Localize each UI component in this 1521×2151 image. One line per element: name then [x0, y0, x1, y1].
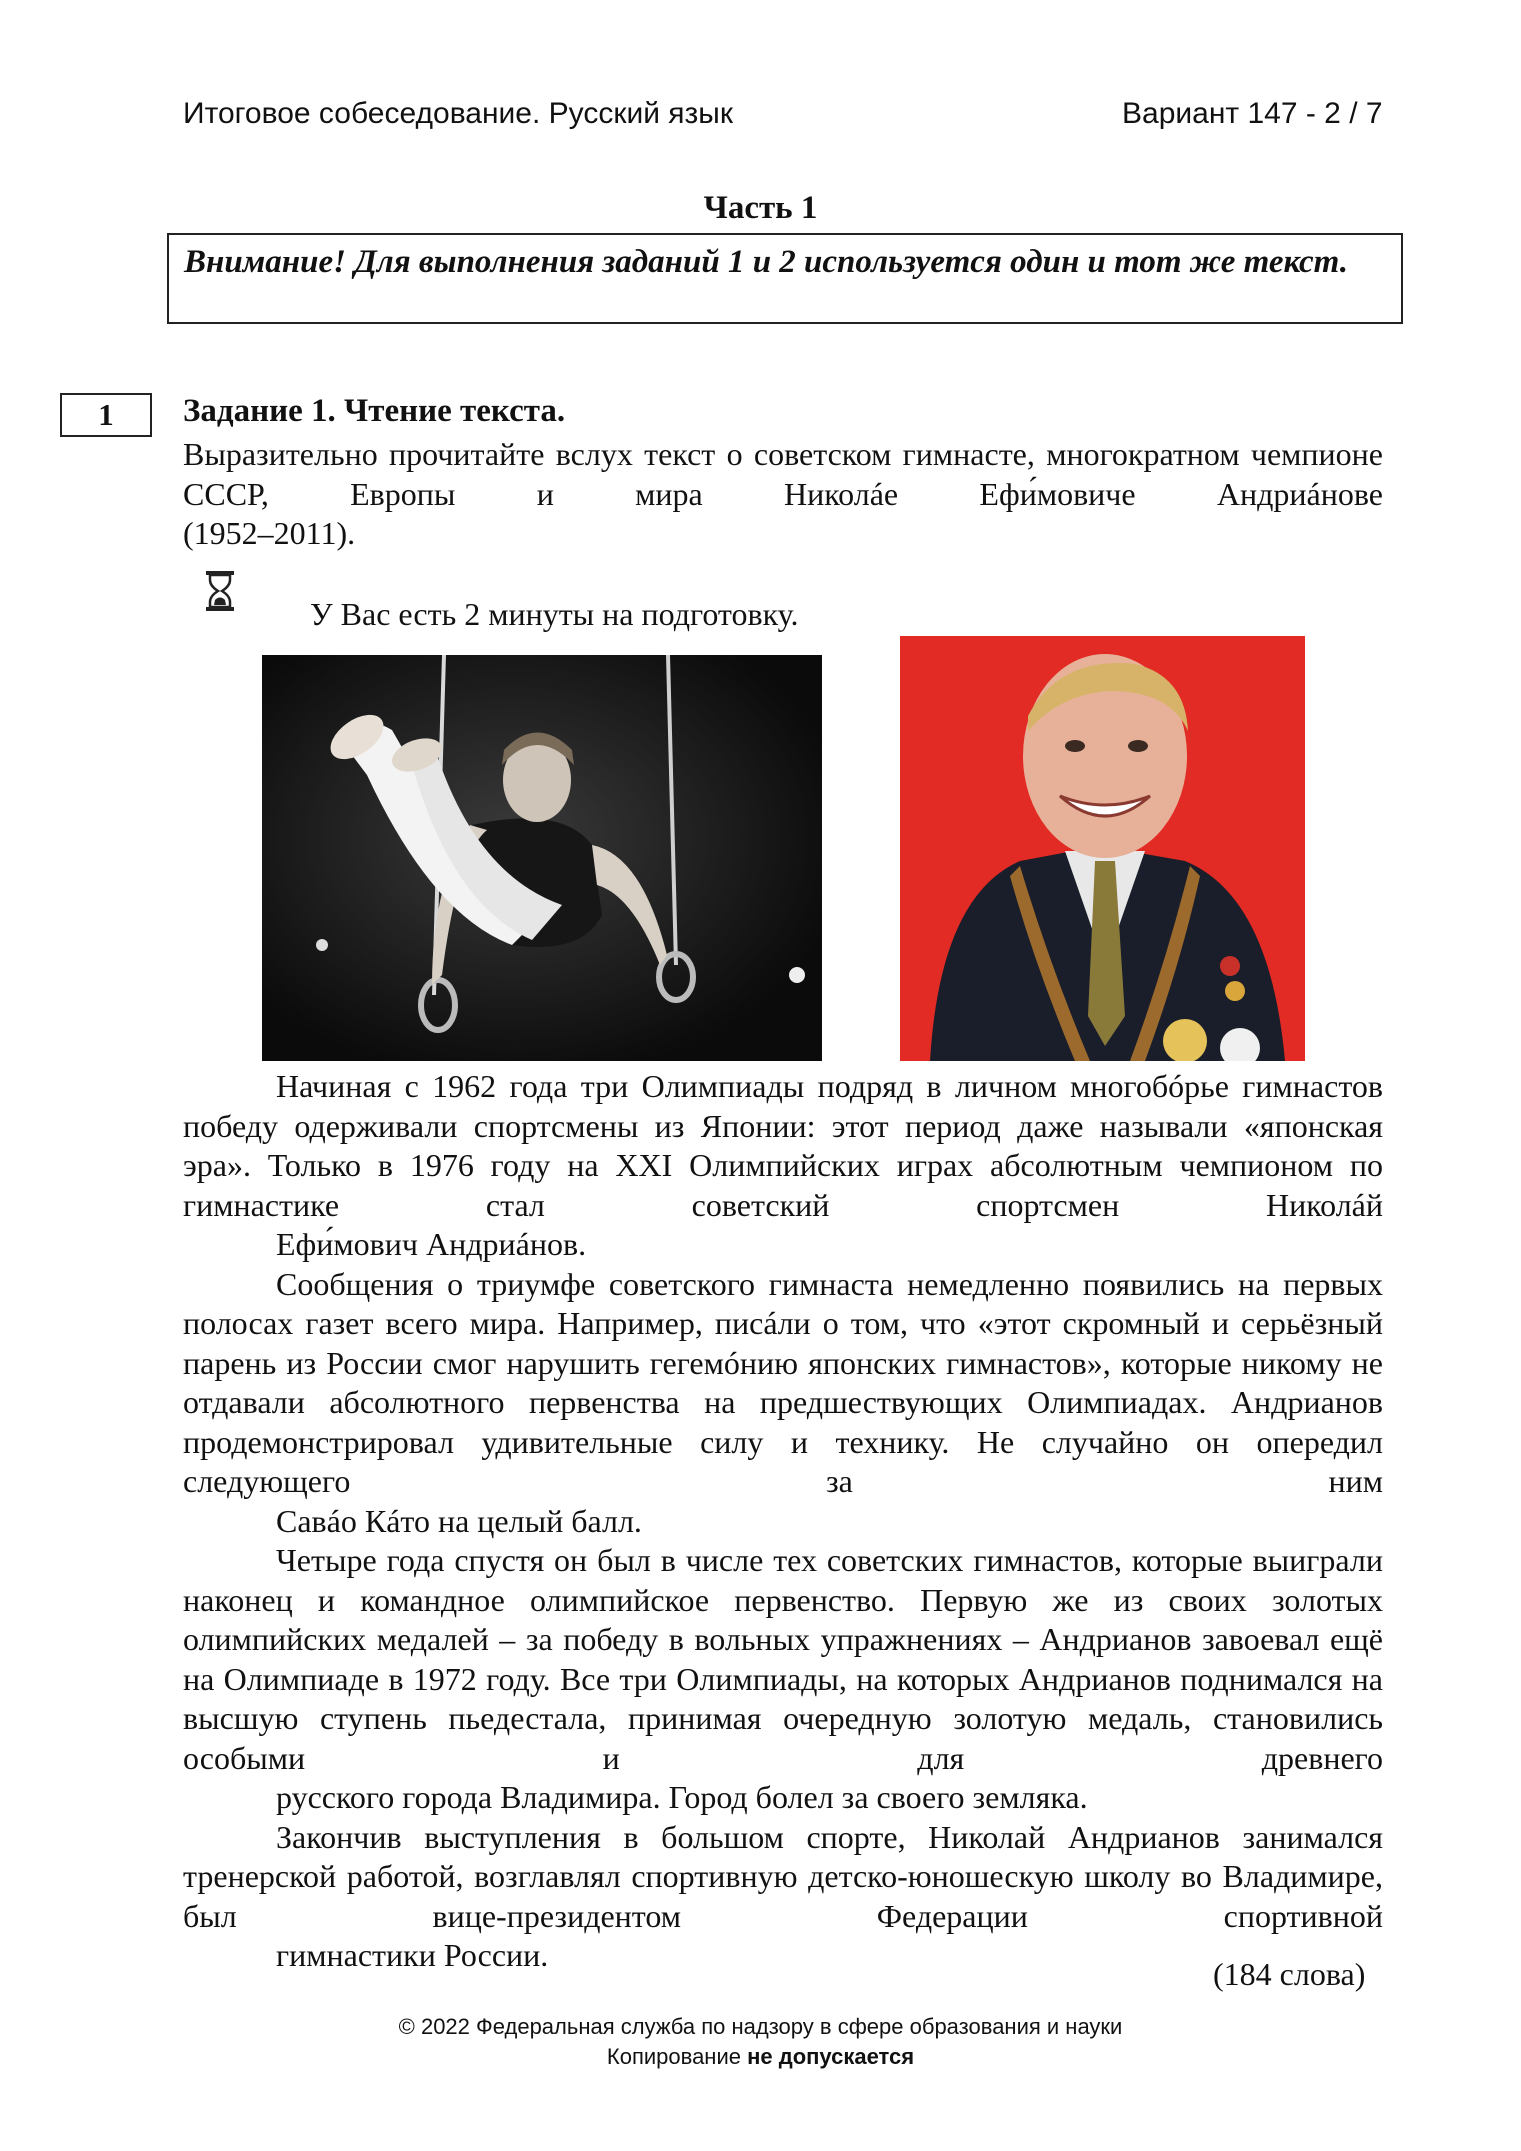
word-count: (184 слова)	[1213, 1956, 1366, 1992]
hourglass-icon	[203, 570, 237, 612]
task-intro-text: Выразительно прочитайте вслух текст о советском гимнасте, многократном чемпионе СССР, Европы и мира Николáе Ефи́мовиче Андриáнове	[183, 436, 1383, 512]
notice-text: Внимание! Для выполнения заданий 1 и 2 используется один и тот же текст.	[184, 244, 1348, 280]
footer-copy-notice	[0, 2044, 1521, 2070]
footer-copyright: © 2022 Федеральная служба по надзору в сфере образования и науки	[398, 2014, 1123, 2039]
part-title: Часть 1	[703, 190, 818, 226]
paragraph-3-last: русского города Владимира. Город болел за своего земляка.	[276, 1779, 1088, 1815]
paragraph-3-text: Четыре года спустя он был в числе тех советских гимнастов, которые выиграли наконец и командное олимпийское первенство. Первую же из своих золотых олимпийских медалей – за победу в вольных упражнениях – Андрианов завоевал ещё на Олимпиаде в 1972 году. Все три Олимпиады, на которых Андрианов поднимался на высшую ступень пьедестала, принимая очередную золотую медаль, становились особыми и для древнего	[183, 1542, 1383, 1776]
footer-copy-bold: не допускается	[747, 2044, 915, 2069]
reading-text	[183, 1067, 1383, 1976]
paragraph-1-text: Начиная с 1962 года три Олимпиады подряд в личном многобóрье гимнастов победу одерживали спортсмены из Японии: этот период даже называли «японская эра». Только в 1976 году на XXI Олимпийских играх абсолютным чемпионом по гимнастике стал советский спортсмен Николáй	[183, 1068, 1383, 1223]
paragraph-2-text: Сообщения о триумфе советского гимнаста немедленно появились на первых полосах газет всего мира. Например, писáли о том, что «этот скромный и серьёзный парень из России смог нарушить гегемóнию японских гимнастов», которые никому не отдавали абсолютного первенства на предшествующих Олимпиадах. Андрианов продемонстрировал удивительные силу и технику. Не случайно он опередил следующего за ним	[183, 1265, 1383, 1499]
notice-box	[167, 233, 1403, 324]
prep-time-text: У Вас есть 2 минуты на подготовку.	[310, 596, 799, 632]
paragraph-4-text: Закончив выступления в большом спорте, Николай Андрианов занимался тренерской работой, возглавлял спортивную детско-юношескую школу во Владимире, был вице-президентом Федерации спортивной	[183, 1818, 1383, 1934]
task-intro	[183, 435, 1383, 554]
paragraph-2-last: Савáо Кáто на целый балл.	[276, 1502, 642, 1539]
paragraph-4-last: гимнастики России.	[276, 1937, 549, 1973]
task-number: 1	[60, 393, 152, 437]
paragraph-4	[183, 1818, 1383, 1976]
paragraph-3	[183, 1541, 1383, 1818]
header-title: Итоговое собеседование. Русский язык	[183, 97, 733, 130]
task-title: Задание 1. Чтение текста.	[183, 393, 566, 429]
paragraph-2	[183, 1265, 1383, 1542]
paragraph-1	[183, 1067, 1383, 1265]
task-intro-last: (1952–2011).	[183, 515, 356, 551]
paragraph-1-last: Ефи́мович Андриáнов.	[276, 1226, 587, 1262]
footer-copy-prefix: Копирование	[606, 2044, 748, 2069]
header-variant-page: Вариант 147 - 2 / 7	[1122, 97, 1383, 130]
gymnast-on-rings-photo	[262, 655, 822, 1061]
andrianov-portrait-photo	[900, 636, 1305, 1061]
